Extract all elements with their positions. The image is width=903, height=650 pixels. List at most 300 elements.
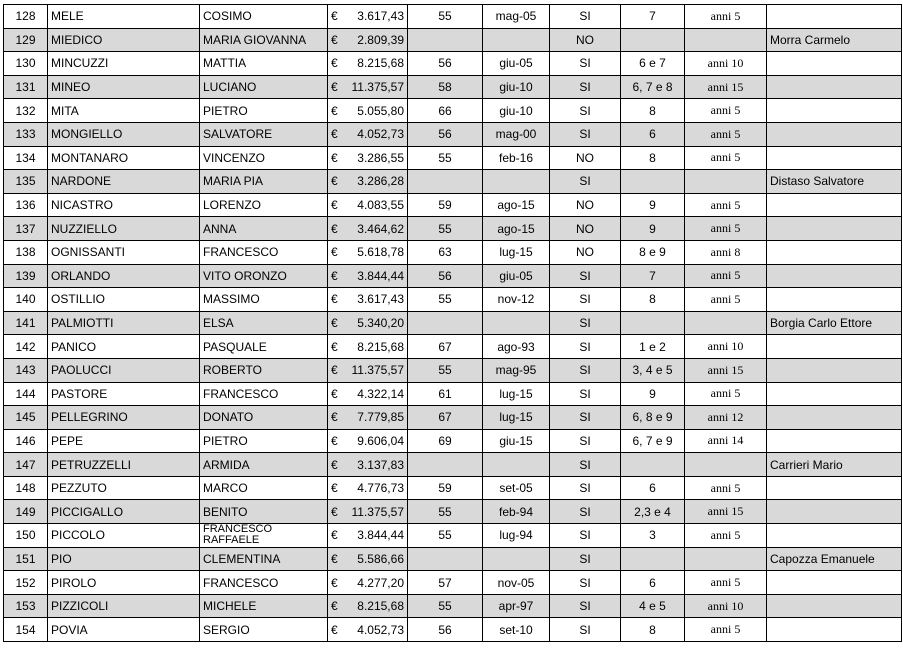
- currency-cell: €: [328, 217, 342, 241]
- first-name-cell: CLEMENTINA: [200, 547, 328, 571]
- amount-cell: 4.322,14: [342, 382, 408, 406]
- note-cell: [767, 193, 902, 217]
- currency-cell: €: [328, 99, 342, 123]
- levels-cell: 7: [621, 5, 685, 29]
- age-cell: 55: [408, 217, 483, 241]
- levels-cell: 9: [621, 382, 685, 406]
- note-cell: [767, 264, 902, 288]
- flag-cell: SI: [550, 75, 621, 99]
- flag-cell: SI: [550, 547, 621, 571]
- currency-cell: €: [328, 406, 342, 430]
- note-cell: Capozza Emanuele: [767, 547, 902, 571]
- years-cell: anni 15: [685, 75, 767, 99]
- note-cell: [767, 288, 902, 312]
- levels-cell: 1 e 2: [621, 335, 685, 359]
- table-row: [4, 311, 902, 335]
- currency-cell: €: [328, 28, 342, 52]
- surname-cell: PIROLO: [48, 571, 200, 595]
- flag-cell: NO: [550, 28, 621, 52]
- levels-cell: 2,3 e 4: [621, 500, 685, 524]
- flag-cell: SI: [550, 524, 621, 548]
- amount-cell: 4.052,73: [342, 618, 408, 642]
- row-number-cell: 136: [4, 193, 48, 217]
- table-body: [4, 5, 902, 642]
- date-cell: giu-15: [483, 429, 550, 453]
- row-number-cell: 145: [4, 406, 48, 430]
- table-row: [4, 406, 902, 430]
- table-row: [4, 382, 902, 406]
- currency-cell: €: [328, 311, 342, 335]
- age-cell: [408, 453, 483, 477]
- currency-cell: €: [328, 122, 342, 146]
- flag-cell: SI: [550, 122, 621, 146]
- currency-cell: €: [328, 52, 342, 76]
- amount-cell: 4.052,73: [342, 122, 408, 146]
- row-number-cell: 144: [4, 382, 48, 406]
- age-cell: 56: [408, 618, 483, 642]
- surname-cell: NUZZIELLO: [48, 217, 200, 241]
- note-cell: [767, 5, 902, 29]
- first-name-cell: MARCO: [200, 476, 328, 500]
- date-cell: [483, 170, 550, 194]
- row-number-cell: 129: [4, 28, 48, 52]
- surname-cell: PICCOLO: [48, 524, 200, 548]
- amount-cell: 8.215,68: [342, 335, 408, 359]
- levels-cell: 8: [621, 288, 685, 312]
- levels-cell: 8: [621, 146, 685, 170]
- age-cell: 59: [408, 476, 483, 500]
- age-cell: 57: [408, 571, 483, 595]
- note-cell: [767, 618, 902, 642]
- amount-cell: 4.776,73: [342, 476, 408, 500]
- age-cell: 69: [408, 429, 483, 453]
- currency-cell: €: [328, 5, 342, 29]
- years-cell: anni 14: [685, 429, 767, 453]
- first-name-cell: FRANCESCO: [200, 240, 328, 264]
- surname-cell: PETRUZZELLI: [48, 453, 200, 477]
- amount-cell: 3.286,28: [342, 170, 408, 194]
- age-cell: 59: [408, 193, 483, 217]
- date-cell: [483, 453, 550, 477]
- first-name-cell: MARIA PIA: [200, 170, 328, 194]
- levels-cell: 6, 7 e 9: [621, 429, 685, 453]
- levels-cell: 3: [621, 524, 685, 548]
- table-row: [4, 288, 902, 312]
- surname-cell: PIO: [48, 547, 200, 571]
- surname-cell: POVIA: [48, 618, 200, 642]
- surname-cell: NICASTRO: [48, 193, 200, 217]
- age-cell: 55: [408, 594, 483, 618]
- currency-cell: €: [328, 618, 342, 642]
- amount-cell: 5.340,20: [342, 311, 408, 335]
- date-cell: ago-93: [483, 335, 550, 359]
- currency-cell: €: [328, 429, 342, 453]
- first-name-cell: FRANCESCO: [200, 571, 328, 595]
- flag-cell: SI: [550, 311, 621, 335]
- note-cell: [767, 240, 902, 264]
- flag-cell: SI: [550, 476, 621, 500]
- levels-cell: 8: [621, 618, 685, 642]
- row-number-cell: 154: [4, 618, 48, 642]
- note-cell: [767, 358, 902, 382]
- note-cell: [767, 476, 902, 500]
- flag-cell: SI: [550, 52, 621, 76]
- currency-cell: €: [328, 170, 342, 194]
- date-cell: giu-05: [483, 52, 550, 76]
- flag-cell: SI: [550, 288, 621, 312]
- years-cell: anni 8: [685, 240, 767, 264]
- surname-cell: MITA: [48, 99, 200, 123]
- years-cell: anni 5: [685, 382, 767, 406]
- flag-cell: NO: [550, 240, 621, 264]
- row-number-cell: 147: [4, 453, 48, 477]
- date-cell: lug-94: [483, 524, 550, 548]
- age-cell: 58: [408, 75, 483, 99]
- date-cell: set-10: [483, 618, 550, 642]
- table-row: [4, 618, 902, 642]
- years-cell: [685, 311, 767, 335]
- amount-cell: 5.618,78: [342, 240, 408, 264]
- years-cell: [685, 170, 767, 194]
- age-cell: 55: [408, 358, 483, 382]
- age-cell: 67: [408, 335, 483, 359]
- note-cell: [767, 75, 902, 99]
- surname-cell: OGNISSANTI: [48, 240, 200, 264]
- table-row: [4, 5, 902, 29]
- years-cell: anni 10: [685, 52, 767, 76]
- amount-cell: 5.055,80: [342, 99, 408, 123]
- note-cell: [767, 335, 902, 359]
- years-cell: [685, 453, 767, 477]
- age-cell: [408, 547, 483, 571]
- row-number-cell: 150: [4, 524, 48, 548]
- date-cell: giu-05: [483, 264, 550, 288]
- table-row: [4, 75, 902, 99]
- first-name-cell: LORENZO: [200, 193, 328, 217]
- first-name-cell: MASSIMO: [200, 288, 328, 312]
- flag-cell: SI: [550, 5, 621, 29]
- note-cell: [767, 52, 902, 76]
- flag-cell: SI: [550, 382, 621, 406]
- levels-cell: [621, 547, 685, 571]
- table-row: [4, 500, 902, 524]
- surname-cell: PEPE: [48, 429, 200, 453]
- table-row: [4, 335, 902, 359]
- currency-cell: €: [328, 571, 342, 595]
- amount-cell: 3.137,83: [342, 453, 408, 477]
- flag-cell: NO: [550, 146, 621, 170]
- date-cell: lug-15: [483, 406, 550, 430]
- currency-cell: €: [328, 288, 342, 312]
- flag-cell: SI: [550, 170, 621, 194]
- age-cell: 55: [408, 524, 483, 548]
- currency-cell: €: [328, 335, 342, 359]
- row-number-cell: 149: [4, 500, 48, 524]
- flag-cell: NO: [550, 193, 621, 217]
- levels-cell: 4 e 5: [621, 594, 685, 618]
- levels-cell: 3, 4 e 5: [621, 358, 685, 382]
- amount-cell: 8.215,68: [342, 594, 408, 618]
- row-number-cell: 128: [4, 5, 48, 29]
- flag-cell: SI: [550, 264, 621, 288]
- years-cell: [685, 28, 767, 52]
- table-row: [4, 122, 902, 146]
- table-row: [4, 193, 902, 217]
- first-name-cell: ANNA: [200, 217, 328, 241]
- amount-cell: 9.606,04: [342, 429, 408, 453]
- currency-cell: €: [328, 500, 342, 524]
- first-name-cell: DONATO: [200, 406, 328, 430]
- date-cell: nov-12: [483, 288, 550, 312]
- table-row: [4, 217, 902, 241]
- date-cell: ago-15: [483, 193, 550, 217]
- currency-cell: €: [328, 547, 342, 571]
- years-cell: anni 5: [685, 618, 767, 642]
- age-cell: 55: [408, 500, 483, 524]
- surname-cell: PICCIGALLO: [48, 500, 200, 524]
- age-cell: 56: [408, 264, 483, 288]
- surname-cell: ORLANDO: [48, 264, 200, 288]
- first-name-cell: ROBERTO: [200, 358, 328, 382]
- currency-cell: €: [328, 453, 342, 477]
- amount-cell: 5.586,66: [342, 547, 408, 571]
- table-row: [4, 476, 902, 500]
- levels-cell: 8: [621, 99, 685, 123]
- table-row: [4, 146, 902, 170]
- surname-cell: MINEO: [48, 75, 200, 99]
- table-row: [4, 240, 902, 264]
- first-name-cell: LUCIANO: [200, 75, 328, 99]
- row-number-cell: 153: [4, 594, 48, 618]
- table-row: [4, 429, 902, 453]
- age-cell: 66: [408, 99, 483, 123]
- levels-cell: [621, 453, 685, 477]
- surname-cell: PANICO: [48, 335, 200, 359]
- note-cell: Borgia Carlo Ettore: [767, 311, 902, 335]
- first-name-cell: MICHELE: [200, 594, 328, 618]
- amount-cell: 3.464,62: [342, 217, 408, 241]
- currency-cell: €: [328, 524, 342, 548]
- table-row: [4, 52, 902, 76]
- surname-cell: PELLEGRINO: [48, 406, 200, 430]
- note-cell: [767, 99, 902, 123]
- years-cell: anni 5: [685, 99, 767, 123]
- table-row: [4, 594, 902, 618]
- currency-cell: €: [328, 75, 342, 99]
- data-table: [3, 4, 902, 642]
- years-cell: anni 5: [685, 122, 767, 146]
- levels-cell: [621, 28, 685, 52]
- table-row: [4, 547, 902, 571]
- date-cell: mag-05: [483, 5, 550, 29]
- years-cell: anni 5: [685, 571, 767, 595]
- note-cell: [767, 524, 902, 548]
- age-cell: 55: [408, 288, 483, 312]
- table-row: [4, 28, 902, 52]
- row-number-cell: 137: [4, 217, 48, 241]
- row-number-cell: 135: [4, 170, 48, 194]
- levels-cell: 7: [621, 264, 685, 288]
- amount-cell: 11.375,57: [342, 358, 408, 382]
- currency-cell: €: [328, 594, 342, 618]
- row-number-cell: 133: [4, 122, 48, 146]
- years-cell: anni 5: [685, 5, 767, 29]
- first-name-cell: MATTIA: [200, 52, 328, 76]
- years-cell: anni 15: [685, 358, 767, 382]
- age-cell: [408, 28, 483, 52]
- note-cell: Distaso Salvatore: [767, 170, 902, 194]
- flag-cell: SI: [550, 335, 621, 359]
- currency-cell: €: [328, 476, 342, 500]
- years-cell: anni 5: [685, 476, 767, 500]
- age-cell: [408, 170, 483, 194]
- levels-cell: 6: [621, 122, 685, 146]
- table-row: [4, 99, 902, 123]
- date-cell: [483, 28, 550, 52]
- date-cell: lug-15: [483, 240, 550, 264]
- table-row: [4, 453, 902, 477]
- amount-cell: 3.844,44: [342, 264, 408, 288]
- flag-cell: SI: [550, 571, 621, 595]
- surname-cell: MINCUZZI: [48, 52, 200, 76]
- first-name-cell: FRANCESCO: [200, 382, 328, 406]
- row-number-cell: 152: [4, 571, 48, 595]
- age-cell: 55: [408, 146, 483, 170]
- amount-cell: 3.617,43: [342, 288, 408, 312]
- date-cell: feb-16: [483, 146, 550, 170]
- age-cell: 67: [408, 406, 483, 430]
- levels-cell: 6, 7 e 8: [621, 75, 685, 99]
- table-row: [4, 524, 902, 548]
- surname-cell: NARDONE: [48, 170, 200, 194]
- date-cell: mag-00: [483, 122, 550, 146]
- table-row: [4, 571, 902, 595]
- note-cell: Morra Carmelo: [767, 28, 902, 52]
- flag-cell: SI: [550, 406, 621, 430]
- first-name-wrapped: FRANCESCO RAFFAELE: [203, 524, 273, 545]
- currency-cell: €: [328, 193, 342, 217]
- table-row: [4, 170, 902, 194]
- amount-cell: 11.375,57: [342, 75, 408, 99]
- amount-cell: 3.844,44: [342, 524, 408, 548]
- row-number-cell: 141: [4, 311, 48, 335]
- row-number-cell: 148: [4, 476, 48, 500]
- date-cell: [483, 547, 550, 571]
- flag-cell: SI: [550, 618, 621, 642]
- row-number-cell: 134: [4, 146, 48, 170]
- row-number-cell: 142: [4, 335, 48, 359]
- years-cell: anni 5: [685, 193, 767, 217]
- surname-cell: PIZZICOLI: [48, 594, 200, 618]
- levels-cell: 6: [621, 476, 685, 500]
- date-cell: lug-15: [483, 382, 550, 406]
- currency-cell: €: [328, 240, 342, 264]
- amount-cell: 3.617,43: [342, 5, 408, 29]
- years-cell: anni 5: [685, 146, 767, 170]
- first-name-cell: PIETRO: [200, 99, 328, 123]
- years-cell: anni 5: [685, 524, 767, 548]
- levels-cell: 6 e 7: [621, 52, 685, 76]
- note-cell: [767, 122, 902, 146]
- years-cell: anni 5: [685, 264, 767, 288]
- date-cell: giu-10: [483, 75, 550, 99]
- date-cell: [483, 311, 550, 335]
- row-number-cell: 138: [4, 240, 48, 264]
- currency-cell: €: [328, 146, 342, 170]
- surname-cell: OSTILLIO: [48, 288, 200, 312]
- row-number-cell: 139: [4, 264, 48, 288]
- levels-cell: 8 e 9: [621, 240, 685, 264]
- first-name-cell: SERGIO: [200, 618, 328, 642]
- years-cell: anni 10: [685, 594, 767, 618]
- note-cell: [767, 571, 902, 595]
- row-number-cell: 132: [4, 99, 48, 123]
- levels-cell: 6: [621, 571, 685, 595]
- levels-cell: [621, 170, 685, 194]
- years-cell: [685, 547, 767, 571]
- age-cell: 55: [408, 5, 483, 29]
- row-number-cell: 146: [4, 429, 48, 453]
- note-cell: [767, 406, 902, 430]
- date-cell: apr-97: [483, 594, 550, 618]
- note-cell: [767, 500, 902, 524]
- first-name-cell: [200, 524, 328, 548]
- row-number-cell: 131: [4, 75, 48, 99]
- years-cell: anni 15: [685, 500, 767, 524]
- first-name-cell: MARIA GIOVANNA: [200, 28, 328, 52]
- first-name-cell: SALVATORE: [200, 122, 328, 146]
- table-row: [4, 264, 902, 288]
- surname-cell: PAOLUCCI: [48, 358, 200, 382]
- surname-cell: MONGIELLO: [48, 122, 200, 146]
- note-cell: Carrieri Mario: [767, 453, 902, 477]
- flag-cell: NO: [550, 217, 621, 241]
- amount-cell: 11.375,57: [342, 500, 408, 524]
- first-name-cell: ELSA: [200, 311, 328, 335]
- date-cell: mag-95: [483, 358, 550, 382]
- levels-cell: 9: [621, 193, 685, 217]
- first-name-cell: PIETRO: [200, 429, 328, 453]
- amount-cell: 3.286,55: [342, 146, 408, 170]
- flag-cell: SI: [550, 99, 621, 123]
- currency-cell: €: [328, 358, 342, 382]
- years-cell: anni 10: [685, 335, 767, 359]
- age-cell: 61: [408, 382, 483, 406]
- amount-cell: 4.277,20: [342, 571, 408, 595]
- surname-cell: MIEDICO: [48, 28, 200, 52]
- currency-cell: €: [328, 382, 342, 406]
- note-cell: [767, 429, 902, 453]
- note-cell: [767, 594, 902, 618]
- date-cell: giu-10: [483, 99, 550, 123]
- note-cell: [767, 217, 902, 241]
- flag-cell: SI: [550, 500, 621, 524]
- date-cell: ago-15: [483, 217, 550, 241]
- surname-cell: PASTORE: [48, 382, 200, 406]
- date-cell: set-05: [483, 476, 550, 500]
- first-name-cell: ARMIDA: [200, 453, 328, 477]
- age-cell: 56: [408, 122, 483, 146]
- surname-cell: MONTANARO: [48, 146, 200, 170]
- age-cell: 63: [408, 240, 483, 264]
- first-name-cell: COSIMO: [200, 5, 328, 29]
- amount-cell: 8.215,68: [342, 52, 408, 76]
- row-number-cell: 151: [4, 547, 48, 571]
- levels-cell: 6, 8 e 9: [621, 406, 685, 430]
- currency-cell: €: [328, 264, 342, 288]
- flag-cell: SI: [550, 358, 621, 382]
- years-cell: anni 5: [685, 288, 767, 312]
